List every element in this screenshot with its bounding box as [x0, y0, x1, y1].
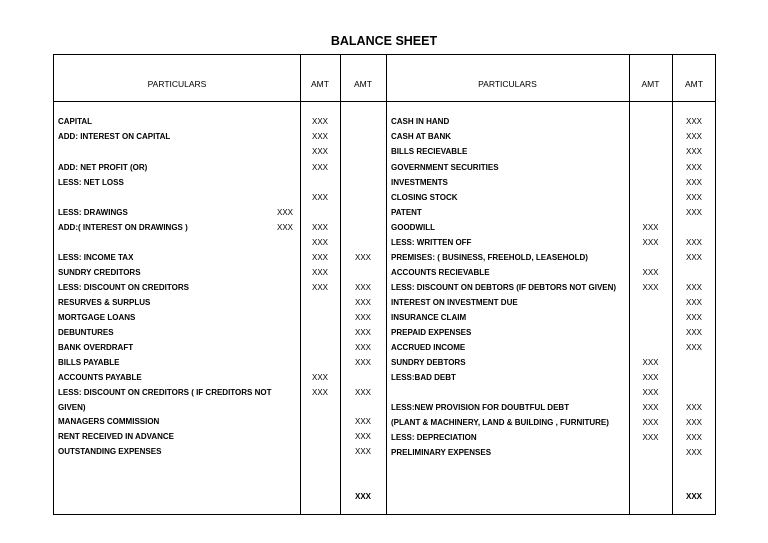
- right-row-amt2: XXX: [685, 117, 702, 126]
- right-row-amt1: XXX: [642, 433, 659, 442]
- right-row-amt1: XXX: [642, 268, 659, 277]
- left-row-label: MORTGAGE LOANS: [58, 313, 136, 322]
- right-row-amt2: XXX: [685, 343, 702, 352]
- left-row-amt2: XXX: [354, 253, 371, 262]
- right-row-amt2: XXX: [685, 178, 702, 187]
- left-row-label: BANK OVERDRAFT: [58, 343, 134, 352]
- right-row-amt2: XXX: [685, 132, 702, 141]
- right-row-label: PREPAID EXPENSES: [391, 328, 472, 337]
- right-row-label: LESS:BAD DEBT: [391, 373, 456, 382]
- right-row-amt2: XXX: [685, 193, 702, 202]
- column-divider: [386, 55, 387, 514]
- left-row-label: GIVEN): [58, 403, 86, 412]
- left-row-amt1: XXX: [311, 117, 328, 126]
- left-row-label: LESS: DISCOUNT ON CREDITORS ( IF CREDITORS NOT: [58, 388, 272, 397]
- right-row-label: (PLANT & MACHINERY, LAND & BUILDING , FURNITURE): [391, 418, 609, 427]
- left-row-amt1: XXX: [311, 253, 328, 262]
- header-left-particulars: PARTICULARS: [147, 79, 207, 89]
- left-row-amt1: XXX: [311, 223, 328, 232]
- left-row-amt1: XXX: [311, 193, 328, 202]
- left-row-label: CAPITAL: [58, 117, 93, 126]
- page-title: BALANCE SHEET: [330, 34, 438, 48]
- left-row-amt2: XXX: [354, 358, 371, 367]
- left-row-label: ADD: NET PROFIT (OR): [58, 163, 148, 172]
- right-row-label: GOODWILL: [391, 223, 435, 232]
- left-row-label: ACCOUNTS PAYABLE: [58, 373, 142, 382]
- left-row-amt1: XXX: [311, 238, 328, 247]
- right-row-amt1: XXX: [642, 223, 659, 232]
- left-row-inner-amount: XXX: [276, 208, 293, 217]
- balance-sheet-table: [53, 54, 716, 515]
- right-row-amt2: XXX: [685, 253, 702, 262]
- right-row-amt1: XXX: [642, 358, 659, 367]
- right-row-label: PRELIMINARY EXPENSES: [391, 448, 492, 457]
- right-row-label: ACCRUED INCOME: [391, 343, 466, 352]
- left-row-label: RESURVES & SURPLUS: [58, 298, 151, 307]
- header-right-amt2: AMT: [685, 79, 703, 89]
- right-row-label: LESS: DISCOUNT ON DEBTORS (IF DEBTORS NOT GIVEN): [391, 283, 617, 292]
- right-row-amt2: XXX: [685, 163, 702, 172]
- right-row-label: INSURANCE CLAIM: [391, 313, 467, 322]
- right-row-label: LESS: WRITTEN OFF: [391, 238, 472, 247]
- header-divider: [54, 101, 715, 102]
- right-row-amt2: XXX: [685, 298, 702, 307]
- left-row-amt2: XXX: [354, 388, 371, 397]
- left-row-amt2: XXX: [354, 417, 371, 426]
- left-row-label: LESS: INCOME TAX: [58, 253, 134, 262]
- left-row-amt1: XXX: [311, 132, 328, 141]
- left-row-label: MANAGERS COMMISSION: [58, 417, 160, 426]
- header-right-particulars: PARTICULARS: [478, 79, 537, 89]
- right-row-label: SUNDRY DEBTORS: [391, 358, 466, 367]
- right-total: XXX: [685, 492, 702, 501]
- left-row-label: BILLS PAYABLE: [58, 358, 120, 367]
- left-row-label: OUTSTANDING EXPENSES: [58, 447, 162, 456]
- left-row-amt2: XXX: [354, 283, 371, 292]
- right-row-amt2: XXX: [685, 418, 702, 427]
- left-row-amt1: XXX: [311, 268, 328, 277]
- right-row-label: PREMISES: ( BUSINESS, FREEHOLD, LEASEHOLD): [391, 253, 588, 262]
- right-row-amt2: XXX: [685, 238, 702, 247]
- header-right-amt1: AMT: [641, 79, 660, 89]
- header-left-amt2: AMT: [354, 79, 372, 89]
- right-row-label: BILLS RECIEVABLE: [391, 147, 468, 156]
- left-row-amt2: XXX: [354, 447, 371, 456]
- left-total: XXX: [354, 492, 371, 501]
- left-row-amt1: XXX: [311, 373, 328, 382]
- right-row-amt2: XXX: [685, 433, 702, 442]
- right-row-amt2: XXX: [685, 313, 702, 322]
- left-row-amt2: XXX: [354, 313, 371, 322]
- right-row-amt2: XXX: [685, 448, 702, 457]
- right-row-amt1: XXX: [642, 403, 659, 412]
- left-row-label: ADD: INTEREST ON CAPITAL: [58, 132, 171, 141]
- right-row-amt2: XXX: [685, 147, 702, 156]
- left-row-amt1: XXX: [311, 163, 328, 172]
- right-row-amt2: XXX: [685, 283, 702, 292]
- right-row-amt2: XXX: [685, 403, 702, 412]
- right-row-label: PATENT: [391, 208, 422, 217]
- left-row-label: LESS: DRAWINGS: [58, 208, 128, 217]
- left-row-amt2: XXX: [354, 298, 371, 307]
- right-row-label: INVESTMENTS: [391, 178, 448, 187]
- left-row-label: DEBUNTURES: [58, 328, 114, 337]
- right-row-label: ACCOUNTS RECIEVABLE: [391, 268, 490, 277]
- right-row-label: CLOSING STOCK: [391, 193, 458, 202]
- left-row-label: ADD:( INTEREST ON DRAWINGS ): [58, 223, 188, 232]
- right-row-label: CASH IN HAND: [391, 117, 450, 126]
- left-row-amt1: XXX: [311, 283, 328, 292]
- left-row-label: RENT RECEIVED IN ADVANCE: [58, 432, 175, 441]
- left-row-label: SUNDRY CREDITORS: [58, 268, 141, 277]
- left-row-amt2: XXX: [354, 343, 371, 352]
- right-row-amt2: XXX: [685, 328, 702, 337]
- left-row-label: LESS: DISCOUNT ON CREDITORS: [58, 283, 189, 292]
- right-row-amt1: XXX: [642, 373, 659, 382]
- left-row-amt1: XXX: [311, 147, 328, 156]
- right-row-label: INTEREST ON INVESTMENT DUE: [391, 298, 518, 307]
- left-row-amt2: XXX: [354, 328, 371, 337]
- right-row-label: CASH AT BANK: [391, 132, 451, 141]
- left-row-amt2: XXX: [354, 432, 371, 441]
- left-row-inner-amount: XXX: [276, 223, 293, 232]
- header-left-amt1: AMT: [311, 79, 329, 89]
- right-row-amt1: XXX: [642, 388, 659, 397]
- right-row-amt1: XXX: [642, 238, 659, 247]
- right-row-amt2: XXX: [685, 208, 702, 217]
- right-row-label: LESS: DEPRECIATION: [391, 433, 477, 442]
- right-row-label: LESS:NEW PROVISION FOR DOUBTFUL DEBT: [391, 403, 570, 412]
- right-row-amt1: XXX: [642, 283, 659, 292]
- right-row-amt1: XXX: [642, 418, 659, 427]
- left-row-amt1: XXX: [311, 388, 328, 397]
- left-row-label: LESS: NET LOSS: [58, 178, 124, 187]
- right-row-label: GOVERNMENT SECURITIES: [391, 163, 499, 172]
